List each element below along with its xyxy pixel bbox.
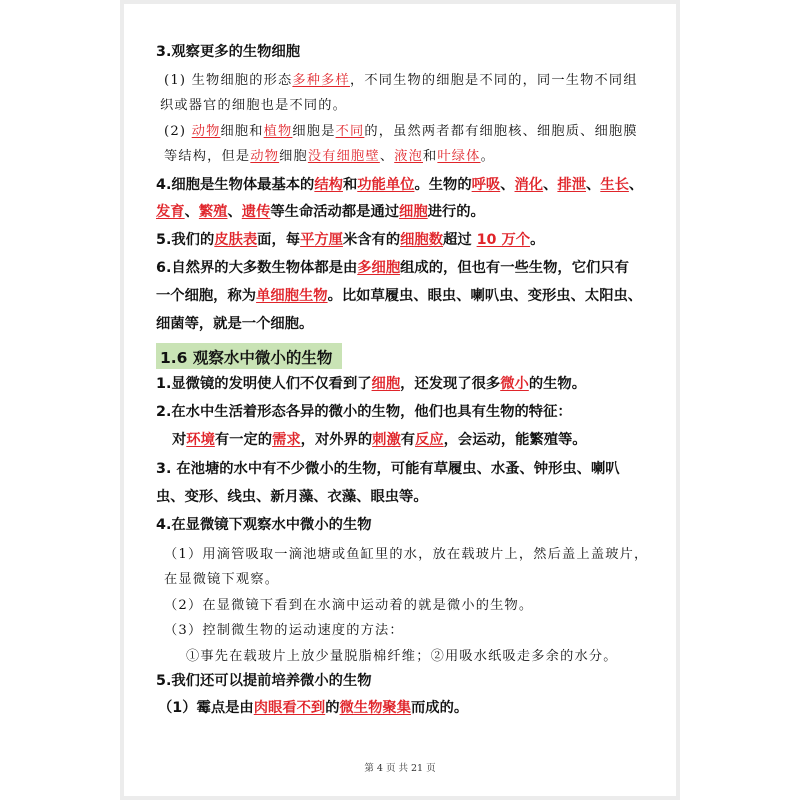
topic-4-step-1-cont: 在显微镜下观察。 — [164, 572, 280, 587]
topic-4-step-1: （1）用滴管吸取一滴池塘或鱼缸里的水，放在载玻片上，然后盖上盖玻片， — [164, 547, 649, 562]
topic-2: 2.在水中生活着形态各异的微小的生物，他们也具有生物的特征： — [156, 404, 572, 420]
topic-2-cont: 对环境有一定的需求，对外界的刺激有反应，会运动，能繁殖等。 — [172, 432, 587, 448]
topic-4-step-3-methods: ①事先在载玻片上放少量脱脂棉纤维；②用吸水纸吸走多余的水分。 — [186, 649, 618, 664]
s3-item-1: (1) 生物细胞的形态多种多样，不同生物的细胞是不同的，同一生物不同组 — [164, 73, 638, 88]
section-heading: 1.6 观察水中微小的生物 — [160, 349, 333, 367]
section-6-cont-2: 细菌等，就是一个细胞。 — [156, 316, 314, 332]
s3-item-2-cont: 等结构，但是动物细胞没有细胞壁、液泡和叶绿体。 — [164, 149, 495, 164]
topic-4-step-3: （3）控制微生物的运动速度的方法： — [164, 623, 404, 638]
section-4-cont: 发育、繁殖、遗传等生命活动都是通过细胞进行的。 — [156, 204, 485, 220]
topic-5-title: 5.我们还可以提前培养微小的生物 — [156, 673, 372, 689]
topic-3-cont: 虫、变形、线虫、新月藻、衣藻、眼虫等。 — [156, 489, 428, 505]
topic-5-item-1: （1）霉点是由肉眼看不到的微生物聚集而成的。 — [158, 700, 469, 716]
section-6: 6.自然界的大多数生物体都是由多细胞组成的，但也有一些生物，它们只有 — [156, 260, 629, 276]
topic-4-title: 4.在显微镜下观察水中微小的生物 — [156, 517, 372, 533]
topic-3: 3. 在池塘的水中有不少微小的生物，可能有草履虫、水蚤、钟形虫、喇叭 — [156, 461, 620, 477]
s3-item-2: (2) 动物细胞和植物细胞是不同的，虽然两者都有细胞核、细胞质、细胞膜 — [164, 124, 638, 139]
section-3-title: 3.观察更多的生物细胞 — [156, 44, 301, 60]
topic-1: 1.显微镜的发明使人们不仅看到了细胞，还发现了很多微小的生物。 — [156, 376, 586, 392]
section-6-cont: 一个细胞，称为单细胞生物。比如草履虫、眼虫、喇叭虫、变形虫、太阳虫、 — [156, 288, 643, 304]
page-number: 第 4 页 共 21 页 — [364, 763, 436, 774]
section-4: 4.细胞是生物体最基本的结构和功能单位。生物的呼吸、消化、排泄、生长、 — [156, 177, 644, 193]
section-5: 5.我们的皮肤表面，每平方厘米含有的细胞数超过 10 万个。 — [156, 232, 545, 248]
section-heading-highlight — [156, 343, 342, 369]
topic-4-step-2: （2）在显微镜下看到在水滴中运动着的就是微小的生物。 — [164, 598, 534, 613]
s3-item-1-cont: 织或器官的细胞也是不同的。 — [160, 98, 348, 113]
